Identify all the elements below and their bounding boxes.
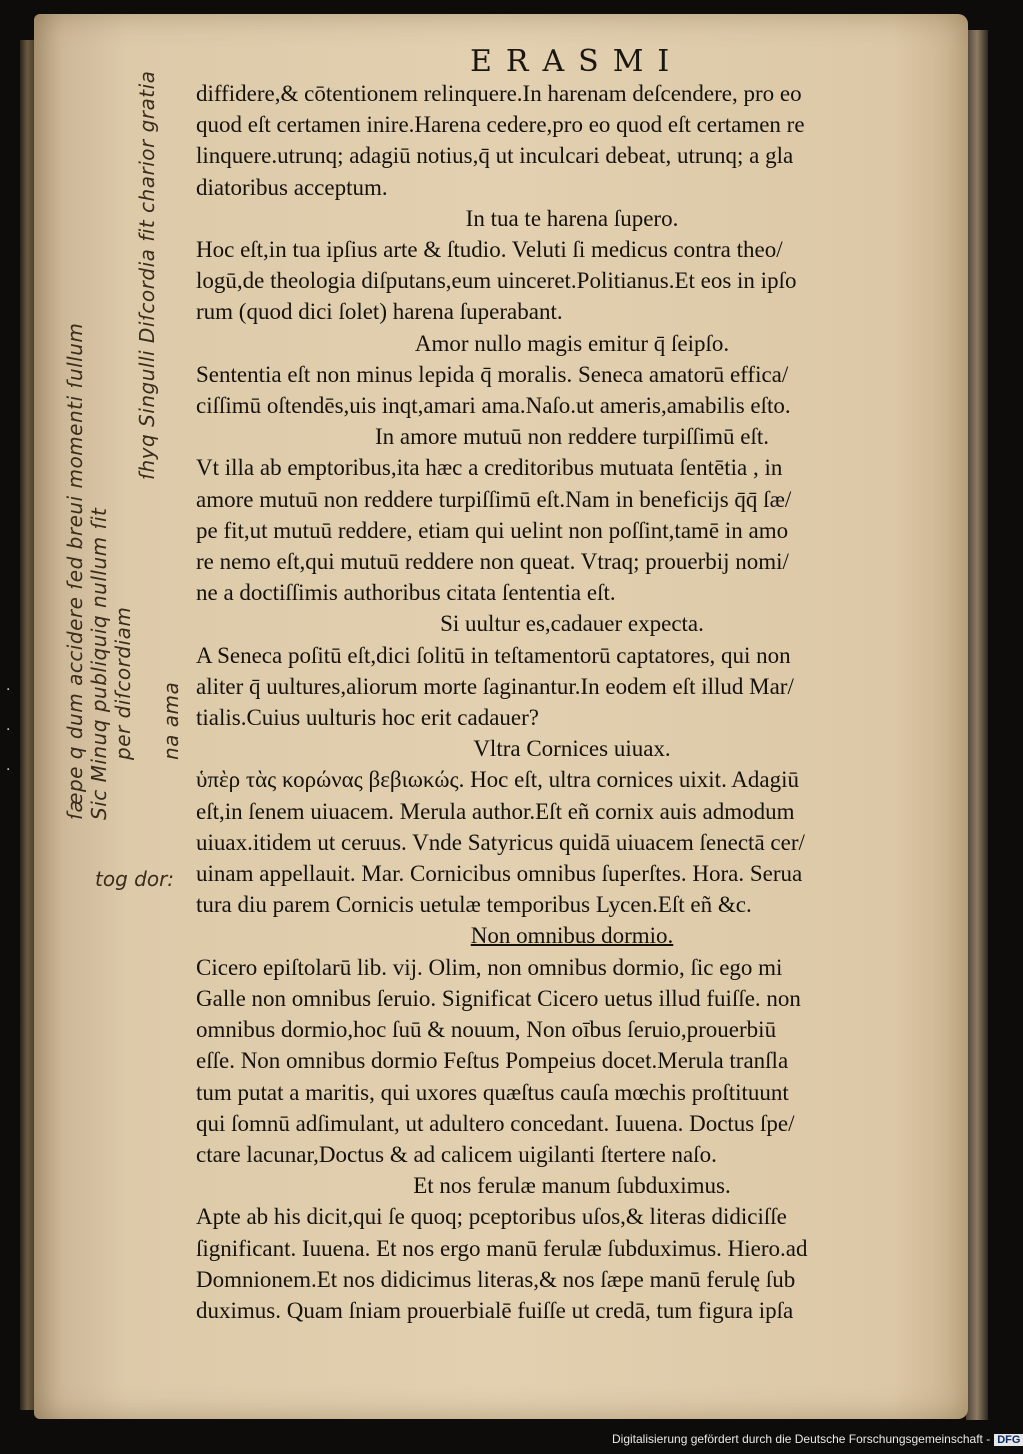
adage-heading: In amore mutuū non reddere turpiſſimū eſt. [374,424,770,450]
running-head: ERASMI [470,44,684,79]
text-line: Apte ab his dicit,qui ſe quoq; pceptoribus uſos,& literas didiciſſe [196,1204,787,1230]
text-line: ὑπὲρ τὰς κορώνας βεβιωκώς. Hoc eſt, ultra cornices uixit. Adagiū [196,767,800,793]
footer-text: Digitalisierung gefördert durch die Deutsche Forschungsgemeinschaft - [612,1432,991,1446]
main-text-block [196,78,948,1326]
marginal-note-5: na ama [159,681,183,760]
text-line: rum (quod dici ſolet) harena ſuperabant. [196,299,563,325]
dfg-logo-badge: DFG [994,1434,1023,1446]
text-line: re nemo eſt,qui mutuū reddere non queat. Vtraq; prouerbij nomi/ [196,549,789,575]
text-line: tialis.Cuius uulturis hoc erit cadauer? [196,705,539,731]
text-line: diatoribus acceptum. [196,174,388,200]
text-line: uinam appellauit. Mar. Cornicibus omnibus ſuperſtes. Hora. Serua [196,861,803,887]
page-right-edge [966,30,988,1420]
text-line: pe fit,ut mutuū reddere, etiam qui uelint non poſſint,tamē in amo [196,517,789,543]
text-line: Domnionem.Et nos didicimus literas,& nos ſæpe manū ferulę ſub [196,1266,796,1292]
text-line: Cicero epiſtolarū lib. vij. Olim, non omnibus dormio, ſic ego mi [196,954,783,980]
text-line: linquere.utrunq; adagiū notius,q̄ ut inculcari debeat, utrunq; a gla [196,143,794,169]
adage-heading: In tua te harena ſupero. [465,205,679,231]
text-line: tum putat a maritis, qui uxores quæſtus cauſa mœchis proſtituunt [196,1079,789,1105]
adage-heading: Vltra Cornices uiuax. [473,736,671,762]
text-line: eſt,in ſenem uiuacem. Merula author.Eſt eñ cornix auis admodum [196,798,795,824]
text-line: ſignificant. Iuuena. Et nos ergo manū ferulæ ſubduximus. Hiero.ad [196,1235,808,1261]
text-line: Sententia eſt non minus lepida q̄ moralis. Seneca amatorū effica/ [196,361,789,387]
text-line: tura diu parem Cornicis uetulæ temporibus Lycen.Eſt eñ &c. [196,892,752,918]
text-line: A Seneca poſitū eſt,dici ſolitū in teſtamentorū captatores, qui non [196,642,791,668]
text-line: ne a doctiſſimis authoribus citata ſententia eſt. [196,580,616,606]
marginal-note-4: ſhyq Singulli Diſcordia fit charior gratia [135,70,159,480]
handwritten-marginalia [55,70,183,920]
text-line: Hoc eſt,in tua ipſius arte & ſtudio. Veluti ſi medicus contra theo/ [196,237,783,263]
text-line: logū,de theologia diſputans,eum uinceret.Politianus.Et eos in ipſo [196,268,797,294]
marginal-note-1: ſæpe q dum accidere ſed breui momenti ſullum [63,322,87,820]
text-line: Galle non omnibus ſeruio. Significat Cicero uetus illud fuiſſe. non [196,985,801,1011]
text-line: ctare lacunar,Doctus & ad calicem uigilanti ſtertere naſo. [196,1141,717,1167]
footer-credit [612,1432,1023,1446]
text-line: qui ſomnū adſimulant, ut adultero concedant. Iuuena. Doctus ſpe/ [196,1110,795,1136]
adage-heading: Et nos ferulæ manum ſubduximus. [413,1173,731,1199]
adage-heading: Amor nullo magis emitur q̄ ſeipſo. [414,330,730,356]
text-line: diffidere,& cōtentionem relinquere.In harenam deſcendere, pro eo [196,81,802,106]
adage-heading: Non omnibus dormio. [470,923,674,949]
marginal-note-2: Sic Minuq publiquiq nullum ſit [87,507,111,820]
text-line: ciſſimū oſtendēs,uis inqt,amari ama.Naſo.ut ameris,amabilis eſto. [196,393,791,419]
marginal-note-bottom: tog dor: [95,867,175,891]
text-line: quod eſt certamen inire.Harena cedere,pro eo quod eſt certamen re [196,112,805,138]
text-line: uiuax.itidem ut ceruus. Vnde Satyricus quidā uiuacem ſenectā cer/ [196,829,805,855]
adage-heading: Si uultur es,cadauer expecta. [440,611,704,637]
text-line: amore mutuū non reddere turpiſſimū eſt.Nam in beneficijs q̄q̄ ſæ/ [196,486,792,512]
text-line: duximus. Quam ſniam prouerbialē fuiſſe ut credā, tum figura ipſa [196,1297,794,1323]
text-line: eſſe. Non omnibus dormio Feſtus Pompeius docet.Merula tranſla [196,1048,789,1074]
text-line: Vt illa ab emptoribus,ita hæc a creditoribus mutuata ſentētia , in [196,455,783,481]
text-line: omnibus dormio,hoc ſuū & nouum, Non oībus ſeruio,prouerbiū [196,1017,777,1043]
marginal-note-3: per diſcordiam [111,606,135,760]
gutter-marks: · · · [6,682,11,778]
text-line: aliter q̄ uultures,aliorum morte ſaginantur.In eodem eſt illud Mar/ [196,673,794,699]
